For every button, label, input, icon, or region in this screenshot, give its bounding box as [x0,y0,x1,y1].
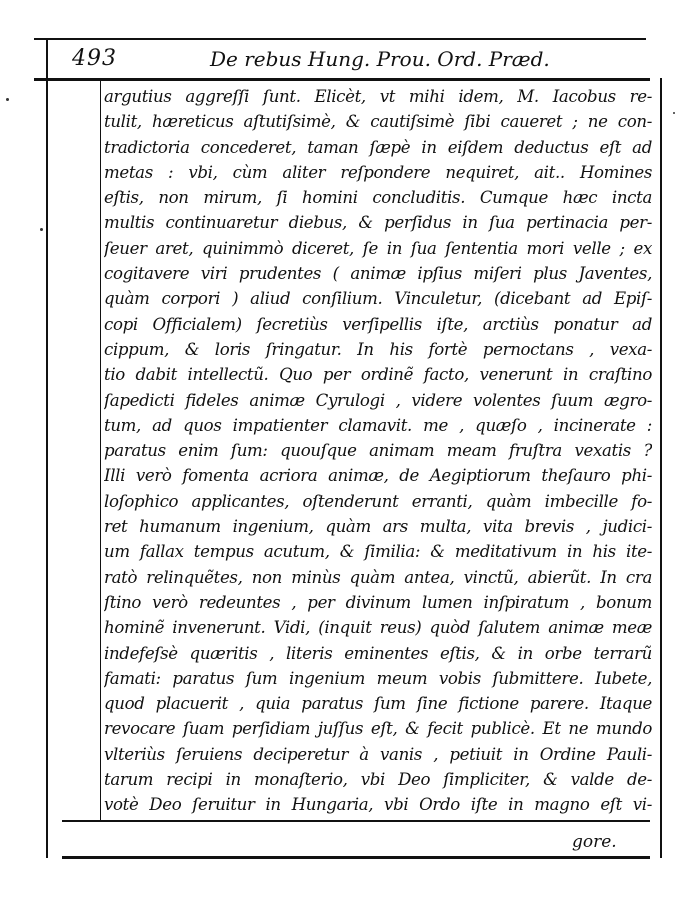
text-line: famati: paratus ſum ingenium meum vobis ſubmittere. Iubete, [104,668,652,688]
text-line: tum, ad quos impatienter clamavit. me , quæſo , incinerate : [104,415,652,435]
top-rule [34,38,646,40]
text-line: ſapedicti fideles animæ Cyrulogi , videre volentes ſuum ægro- [104,390,652,410]
text-line: hominẽ invenerunt. Vidi, (inquit reus) quòd ſalutem animæ meæ [104,618,652,638]
text-line: ret humanum ingenium, quàm ars multa, vita brevis , judici- [104,517,652,537]
header-rule [34,78,650,81]
ink-speck [40,228,43,231]
text-line: argutius aggreſſi ſunt. Elicèt, vt mihi idem, M. Iacobus re- [104,87,652,106]
text-line: multis continuaretur diebus, & perſidus in ſua pertinacia per- [104,213,652,233]
text-line: tarum recipi in monaſterio, vbi Deo ſimpliciter, & valde de- [104,770,652,790]
text-line: vlteriùs ſeruiens deciperetur à vanis , petiuit in Ordine Pauli- [104,744,652,764]
footer-rule [62,820,650,822]
text-line: tradictoria concederet, taman ſæpè in eiſdem deductus eſt ad [104,137,652,157]
text-line: tulit, hæreticus aſtutiſsimè, & cautiſsimè ſibi caueret ; ne con- [104,112,652,132]
text-line: revocare ſuam perſidiam juſſus eſt, & fecit publicè. Et ne mundo [104,719,652,739]
running-title: De rebus Hung. Prou. Ord. Præd. [210,47,550,71]
body-text [104,84,652,818]
ink-speck [6,98,9,101]
bottom-rule [62,856,650,859]
text-line: ſeuer aret, quinimmò diceret, ſe in ſua ſententia mori velle ; ex [104,238,652,258]
text-line: cogitavere viri prudentes ( animæ ipſius miſeri plus Javentes, [104,264,652,284]
right-frame-rule [660,78,662,858]
catchword: gore. [572,832,617,852]
ink-speck [673,112,675,114]
text-line: quàm corpori ) aliud conſilium. Vinculetur, (dicebant ad Epiſ- [104,289,652,309]
text-line: ratò relinquẽtes, non minùs quàm antea, vinctũ, abierũt. In cra [104,567,652,587]
text-line: eſtis, non mirum, ſi homini concluditis. Cumque hæc incta [104,188,652,208]
text-line: quod placuerit , quia paratus ſum ſine fictione parere. Itaque [104,694,652,714]
text-line: loſophico applicantes, oſtenderunt erranti, quàm imbecille fo- [104,491,652,511]
text-line: metas : vbi, cùm aliter reſpondere nequiret, ait.. Homines [104,162,652,182]
page-header [60,44,650,74]
page-number: 493 [72,46,117,71]
text-line: um fallax tempus acutum, & ſimilia: & meditativum in his ite- [104,542,652,562]
text-line: copi Officialem) ſecretiùs verſipellis iſte, arctiùs ponatur ad [104,314,652,334]
text-line: cippum, & loris ſringatur. In his fortè pernoctans , vexa- [104,339,652,359]
text-line: paratus enim ſum: quouſque animam meam fruſtra vexatis ? [104,441,652,461]
text-line: indefeſsè quæritis , literis eminentes eſtis, & in orbe terrarũ [104,643,652,663]
text-line: tio dabit intellectũ. Quo per ordinẽ facto, venerunt in craſtino [104,365,652,385]
text-margin-rule [100,80,101,820]
left-frame-rule [46,38,48,858]
text-line: Illi verò fomenta acriora animæ, de Aegiptiorum theſauro phi- [104,466,652,486]
text-line: votè Deo ſeruitur in Hungaria, vbi Ordo iſte in magno eſt vi- [104,795,652,815]
text-line: ſtino verò redeuntes , per divinum lumen inſpiratum , bonum [104,592,652,612]
